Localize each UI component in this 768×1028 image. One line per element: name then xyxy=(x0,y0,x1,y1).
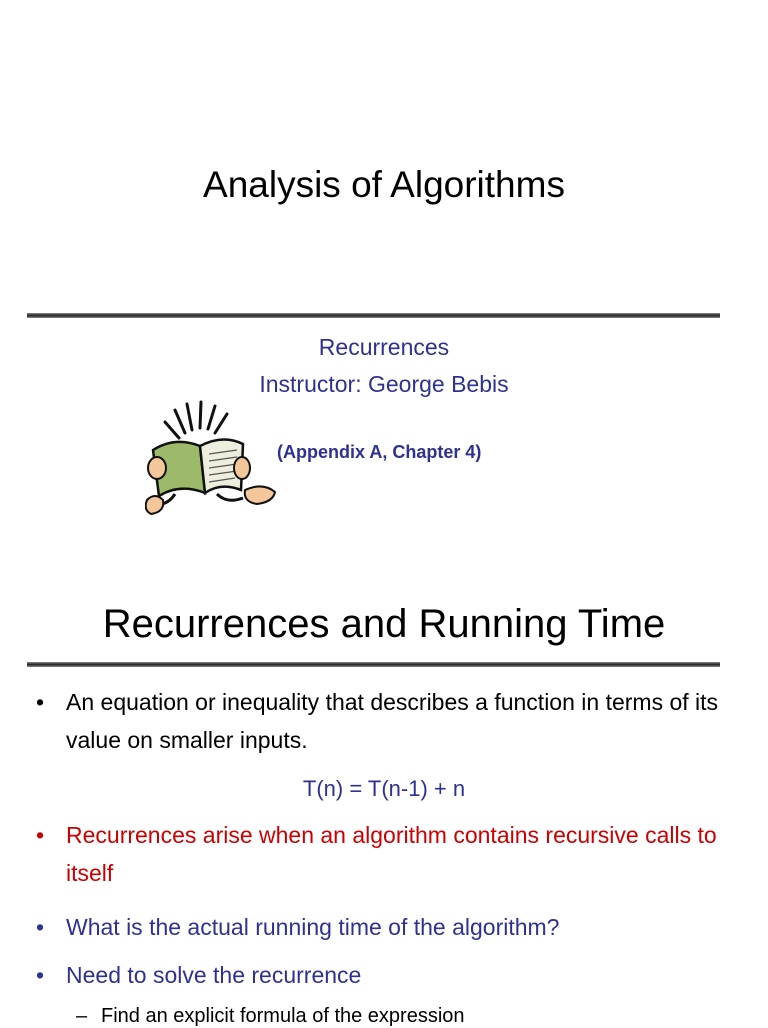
title-divider xyxy=(27,313,720,318)
bullet-text: Recurrences arise when an algorithm contains recursive calls to itself xyxy=(66,822,717,886)
bullet-marker: • xyxy=(36,962,45,988)
slide-subtitle: Recurrences xyxy=(318,334,450,360)
bullet-marker: • xyxy=(36,822,45,848)
slide-recurrences xyxy=(0,580,768,1027)
bullet-marker: • xyxy=(36,914,45,940)
slide-heading: Recurrences and Running Time xyxy=(102,602,666,646)
sub-bullet-marker: – xyxy=(76,1005,88,1027)
sub-bullet-text: Find an explicit formula of the expression xyxy=(101,1005,465,1027)
instructor-name: Instructor: George Bebis xyxy=(259,371,509,397)
bullet-text: An equation or inequality that describes a function in terms of its value on smaller inputs. xyxy=(66,689,719,753)
chapter-reference: (Appendix A, Chapter 4) xyxy=(277,442,482,462)
slide-title-heading: Analysis of Algorithms xyxy=(203,164,565,205)
recurrence-formula: T(n) = T(n-1) + n xyxy=(302,776,466,801)
reading-book-clipart-icon xyxy=(145,398,280,520)
bullet-text: Need to solve the recurrence xyxy=(66,962,362,988)
bullet-marker: • xyxy=(36,689,45,715)
bullet-text: What is the actual running time of the algorithm? xyxy=(66,914,560,940)
heading-divider xyxy=(27,662,720,667)
